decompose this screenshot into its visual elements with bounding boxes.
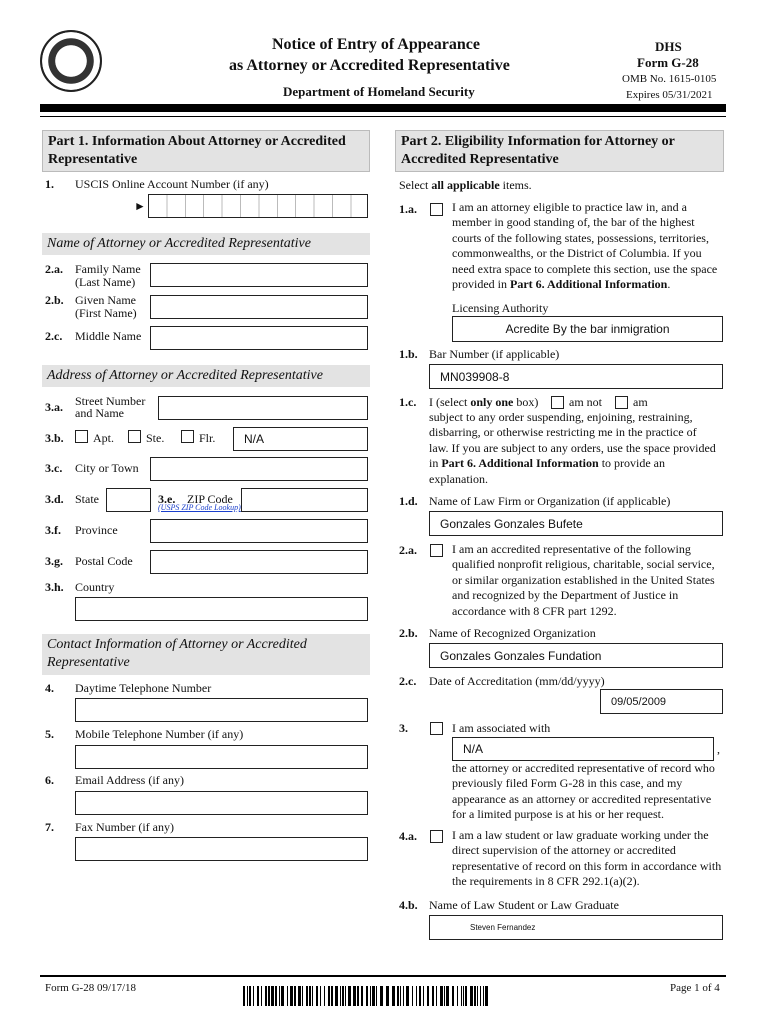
- form-title-line2: as Attorney or Accredited Representative: [229, 57, 510, 74]
- am-checkbox[interactable]: [615, 396, 628, 409]
- am-label: am: [633, 395, 648, 409]
- select-bold: all applicable: [431, 178, 500, 192]
- item-num: 4.: [45, 681, 54, 695]
- middle-name-label: Middle Name: [75, 329, 142, 343]
- middle-name-input[interactable]: [150, 326, 368, 350]
- unit-number-input[interactable]: N/A: [233, 427, 368, 451]
- attorney-text: [452, 200, 724, 292]
- city-input[interactable]: [150, 457, 368, 481]
- licensing-authority-input[interactable]: Acredite By the bar inmigration: [452, 316, 723, 342]
- postal-label: Postal Code: [75, 554, 133, 568]
- select-one-pre: I (select: [429, 395, 471, 409]
- department-name: Department of Homeland Security: [283, 84, 475, 99]
- item-num: 2.b.: [399, 626, 418, 640]
- item-num: 7.: [45, 820, 54, 834]
- am-not-checkbox[interactable]: [551, 396, 564, 409]
- family-name-label2: (Last Name): [75, 275, 136, 289]
- flr-label: Flr.: [199, 431, 216, 445]
- city-label: City or Town: [75, 461, 139, 475]
- law-student-text: I am a law student or law graduate working under the direct supervision of the attorney or accredited representative of record on this form in accordance with the requirements in 8 CFR 292.1(a)(2).: [452, 828, 722, 889]
- form-number: Form G-28: [637, 55, 699, 70]
- associated-with-input[interactable]: N/A: [452, 737, 714, 761]
- dhs-seal: [40, 30, 102, 92]
- item-num: 3.: [399, 721, 408, 735]
- item-num: 5.: [45, 727, 54, 741]
- apt-label: Apt.: [93, 431, 114, 445]
- pdf417-barcode: [243, 986, 577, 1006]
- select-one-bold: only one: [470, 395, 514, 409]
- fax-input[interactable]: [75, 837, 368, 861]
- item-num: 3.e.: [158, 492, 176, 506]
- bar-number-label: Bar Number (if applicable): [429, 347, 560, 361]
- header-rule-thick: [40, 104, 726, 112]
- zip-label: ZIP Code: [187, 492, 233, 506]
- omb-number: OMB No. 1615-0105: [622, 73, 717, 85]
- fax-label: Fax Number (if any): [75, 820, 174, 834]
- item-num: 2.c.: [45, 329, 63, 343]
- family-name-label: Family Name: [75, 262, 141, 276]
- given-name-label: Given Name: [75, 293, 136, 307]
- item-num: 2.c.: [399, 674, 417, 688]
- am-not-label: am not: [569, 395, 602, 409]
- organization-label: Name of Recognized Organization: [429, 626, 596, 640]
- mobile-input[interactable]: [75, 745, 368, 769]
- select-pre: Select: [399, 178, 432, 192]
- select-instruction: [399, 178, 532, 192]
- item-num: 1.c.: [399, 395, 417, 409]
- email-input[interactable]: [75, 791, 368, 815]
- state-label: State: [75, 492, 99, 506]
- bar-number-input[interactable]: MN039908-8: [429, 364, 723, 389]
- item-num: 4.a.: [399, 829, 417, 843]
- uscis-account-input[interactable]: [148, 194, 368, 218]
- associated-text: the attorney or accredited representative of record who previously filed Form G-28 in this case, and my appearance as an attorney or accredited representative for a limited purpose is at his or her request.: [452, 761, 715, 822]
- given-name-input[interactable]: [150, 295, 368, 319]
- attorney-text-main: I am an attorney eligible to practice law in, and a member in good standing of, the bar of the highest courts of the following states, possessions, territories, commonwealths, or the District of Columbia. If you need extra space to complete this section, use the space provided in: [452, 200, 718, 292]
- name-section-header: Name of Attorney or Accredited Representative: [42, 233, 370, 255]
- item-num: 2.a.: [45, 262, 63, 276]
- street-label2: and Name: [75, 406, 124, 420]
- province-input[interactable]: [150, 519, 368, 543]
- item-num: 2.b.: [45, 293, 64, 307]
- item-num: 3.c.: [45, 461, 63, 475]
- arrow-icon: ►: [134, 199, 146, 213]
- ste-label: Ste.: [146, 431, 165, 445]
- street-label: Street Number: [75, 394, 146, 408]
- header-rule-thin: [40, 116, 726, 117]
- zip-lookup-link[interactable]: (USPS ZIP Code Lookup): [158, 503, 241, 512]
- select-post: items.: [499, 178, 532, 192]
- select-one-post: box): [513, 395, 539, 409]
- discipline-text: [429, 410, 719, 487]
- law-firm-input[interactable]: Gonzales Gonzales Bufete: [429, 511, 723, 536]
- item-num: 1.a.: [399, 202, 417, 216]
- discipline-text-end: to provide an explanation.: [429, 456, 666, 486]
- ste-checkbox[interactable]: [128, 430, 141, 443]
- part2-header: Part 2. Eligibility Information for Attorney or Accredited Representative: [395, 130, 724, 172]
- postal-input[interactable]: [150, 550, 368, 574]
- uscis-account-label: USCIS Online Account Number (if any): [75, 177, 269, 191]
- item-num: 1.b.: [399, 347, 418, 361]
- item-num: 2.a.: [399, 543, 417, 557]
- law-student-checkbox[interactable]: [430, 830, 443, 843]
- given-name-label2: (First Name): [75, 306, 137, 320]
- attorney-checkbox[interactable]: [430, 203, 443, 216]
- form-title-line1: Notice of Entry of Appearance: [272, 36, 480, 53]
- organization-input[interactable]: Gonzales Gonzales Fundation: [429, 643, 723, 668]
- state-select[interactable]: [106, 488, 151, 512]
- day-phone-input[interactable]: [75, 698, 368, 722]
- contact-section-header: Contact Information of Attorney or Accredited Representative: [42, 634, 370, 675]
- item-num: 3.h.: [45, 580, 64, 594]
- accredited-rep-text: I am an accredited representative of the following qualified nonprofit religious, charitable, social service, or similar organization established in the United States and recognized by the Department of Justice in accordance with 8 CFR part 1292.: [452, 542, 715, 618]
- discipline-text-bold: Part 6. Additional Information: [441, 456, 599, 471]
- item-num: 3.f.: [45, 523, 61, 537]
- page-number: Page 1 of 4: [670, 982, 720, 994]
- accreditation-date-input[interactable]: 09/05/2009: [600, 689, 723, 714]
- day-phone-label: Daytime Telephone Number: [75, 681, 212, 695]
- zip-input[interactable]: [241, 488, 368, 512]
- accredited-rep-checkbox[interactable]: [430, 544, 443, 557]
- flr-checkbox[interactable]: [181, 430, 194, 443]
- law-student-name-input[interactable]: Steven Fernandez: [429, 915, 723, 940]
- law-student-name-label: Name of Law Student or Law Graduate: [429, 898, 619, 912]
- part1-header: Part 1. Information About Attorney or Accredited Representative: [42, 130, 370, 172]
- province-label: Province: [75, 523, 118, 537]
- select-one-label: [429, 395, 538, 409]
- footer-form-edition: Form G-28 09/17/18: [45, 982, 137, 994]
- associated-checkbox[interactable]: [430, 722, 443, 735]
- attorney-text-bold: Part 6. Additional Information: [510, 277, 668, 292]
- item-num: 3.b.: [45, 431, 64, 445]
- apt-checkbox[interactable]: [75, 430, 88, 443]
- address-section-header: Address of Attorney or Accredited Representative: [42, 365, 370, 387]
- footer-rule: [40, 975, 726, 977]
- item-num: 3.a.: [45, 400, 63, 414]
- comma: ,: [717, 742, 720, 756]
- agency: DHS: [655, 39, 682, 54]
- street-input[interactable]: [158, 396, 368, 420]
- associated-label: I am associated with: [452, 721, 551, 735]
- item-num: 3.g.: [45, 554, 63, 568]
- family-name-input[interactable]: [150, 263, 368, 287]
- email-label: Email Address (if any): [75, 773, 184, 787]
- country-input[interactable]: [75, 597, 368, 621]
- accreditation-date-label: Date of Accreditation (mm/dd/yyyy): [429, 674, 605, 688]
- law-firm-label: Name of Law Firm or Organization (if applicable): [429, 494, 671, 508]
- discipline-text-main: subject to any order suspending, enjoining, restraining, disbarring, or otherwise restricting me in the practice of law. If you are subject to any orders, use the space provided in: [429, 410, 716, 471]
- item-num: 6.: [45, 773, 54, 787]
- item-num: 1.d.: [399, 494, 418, 508]
- attorney-text-end: .: [667, 277, 671, 292]
- expiration: Expires 05/31/2021: [626, 89, 713, 101]
- item-num: 1.: [45, 177, 54, 191]
- item-num: 3.d.: [45, 492, 64, 506]
- licensing-label: Licensing Authority: [452, 301, 549, 315]
- item-num: 4.b.: [399, 898, 418, 912]
- mobile-label: Mobile Telephone Number (if any): [75, 727, 244, 741]
- country-label: Country: [75, 580, 115, 594]
